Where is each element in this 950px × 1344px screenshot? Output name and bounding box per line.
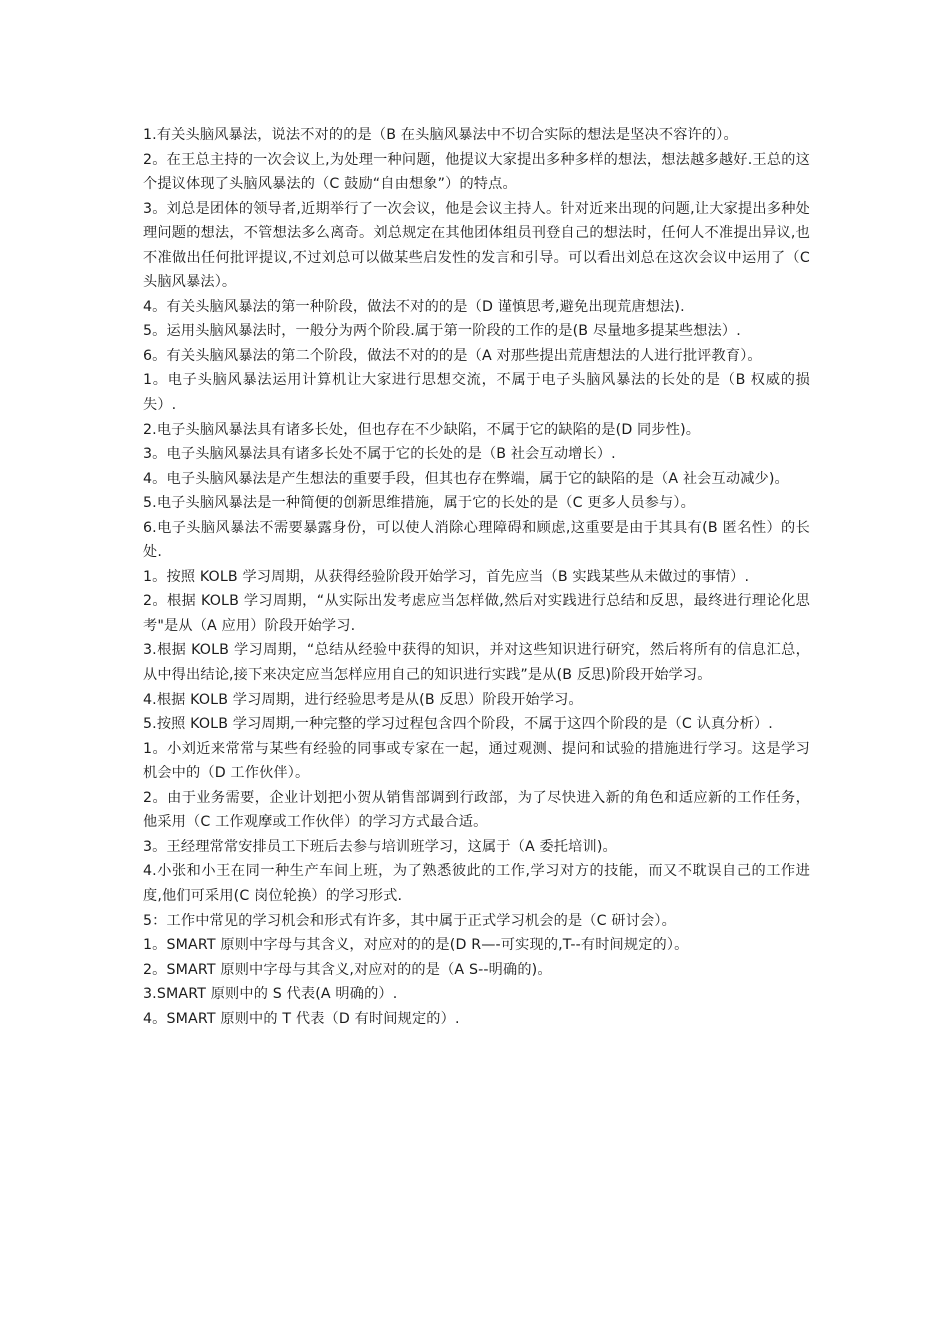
paragraph-14: 2。根据 KOLB 学习周期，“从实际出发考虑应当怎样做,然后对实践进行总结和反思，最终进行理论化思考"是从（A 应用）阶段开始学习. [143, 593, 810, 634]
paragraph-24: 2。SMART 原则中字母与其含义,对应对的的是（A S--明确的)。 [143, 961, 552, 978]
paragraph-11: 5.电子头脑风暴法是一种简便的创新思维措施，属于它的长处的是（C 更多人员参与）。 [143, 495, 695, 512]
paragraph-1: 1.有关头脑风暴法，说法不对的的是（B 在头脑风暴法中不切合实际的想法是坚决不容许的）。 [143, 127, 738, 143]
paragraph-25: 3.SMART 原则中的 S 代表(A 明确的）. [143, 986, 398, 1003]
paragraph-19: 2。由于业务需要，企业计划把小贺从销售部调到行政部，为了尽快进入新的角色和适应新的工作任务，他采用（C 工作观摩或工作伙伴）的学习方式最合适。 [143, 789, 810, 831]
paragraph-23: 1。SMART 原则中字母与其含义，对应对的的是(D R—-可实现的,T--有时间规定的）。 [143, 937, 689, 954]
paragraph-9: 3。电子头脑风暴法具有诸多长处不属于它的长处的是（B 社会互动增长）. [143, 446, 616, 463]
paragraph-21: 4.小张和小王在同一种生产车间上班，为了熟悉彼此的工作,学习对方的技能，而又不耽误自己的工作进度,他们可采用(C 岗位轮换）的学习形式. [143, 863, 810, 904]
paragraph-3: 3。刘总是团体的领导者,近期举行了一次会议，他是会议主持人。针对近来出现的问题,让大家提出多种处理问题的想法，不管想法多么离奇。刘总规定在其他团体组员刊登自己的想法时，任何人不准提出异议,也不准做出任何批评提议,不过刘总可以做某些启发性的发言和引导。可以看出刘总在这次会议中运用了（C 头脑风暴法）。 [143, 200, 810, 291]
paragraph-17: 5.按照 KOLB 学习周期,一种完整的学习过程包含四个阶段，不属于这四个阶段的是（C 认真分析）. [143, 716, 773, 733]
paragraph-26: 4。SMART 原则中的 T 代表（D 有时间规定的）. [143, 1010, 460, 1027]
paragraph-4: 4。有关头脑风暴法的第一种阶段，做法不对的的是（D 谨慎思考,避免出现荒唐想法). [143, 298, 685, 315]
paragraph-12: 6.电子头脑风暴法不需要暴露身份，可以使人消除心理障碍和顾虑,这重要是由于其具有(B 匿名性）的长处. [143, 519, 810, 561]
paragraph-16: 4.根据 KOLB 学习周期，进行经验思考是从(B 反思）阶段开始学习。 [143, 691, 583, 708]
paragraph-7: 1。电子头脑风暴法运用计算机让大家进行思想交流，不属于电子头脑风暴法的长处的是（B 权威的损失）. [143, 372, 810, 414]
paragraph-2: 2。在王总主持的一次会议上,为处理一种问题，他提议大家提出多种多样的想法，想法越多越好.王总的这个提议体现了头脑风暴法的（C 鼓励“自由想象”）的特点。 [143, 151, 810, 193]
paragraph-15: 3.根据 KOLB 学习周期，“总结从经验中获得的知识，并对这些知识进行研究，然后将所有的信息汇总，从中得出结论,接下来决定应当怎样应用自己的知识进行实践”是从(B 反思)阶段开始学习。 [143, 642, 810, 684]
paragraph-20: 3。王经理常常安排员工下班后去参与培训班学习，这属于（A 委托培训)。 [143, 838, 617, 855]
paragraph-5: 5。运用头脑风暴法时，一般分为两个阶段.属于第一阶段的工作的是(B 尽量地多提某些想法）. [143, 323, 741, 340]
paragraph-10: 4。电子头脑风暴法是产生想法的重要手段，但其也存在弊端，属于它的缺陷的是（A 社会互动减少)。 [143, 470, 789, 487]
paragraph-22: 5：工作中常见的学习机会和形式有许多，其中属于正式学习机会的是（C 研讨会）。 [143, 912, 676, 929]
paragraph-13: 1。按照 KOLB 学习周期，从获得经验阶段开始学习，首先应当（B 实践某些从未做过的事情）. [143, 568, 750, 585]
paragraph-6: 6。有关头脑风暴法的第二个阶段，做法不对的的是（A 对那些提出荒唐想法的人进行批评教育）。 [143, 347, 762, 364]
paragraph-18: 1。小刘近来常常与某些有经验的同事或专家在一起，通过观测、提问和试验的措施进行学习。这是学习机会中的（D 工作伙伴）。 [143, 740, 810, 782]
paragraph-8: 2.电子头脑风暴法具有诸多长处，但也存在不少缺陷，不属于它的缺陷的是(D 同步性)。 [143, 421, 701, 438]
document-body [143, 123, 810, 1031]
